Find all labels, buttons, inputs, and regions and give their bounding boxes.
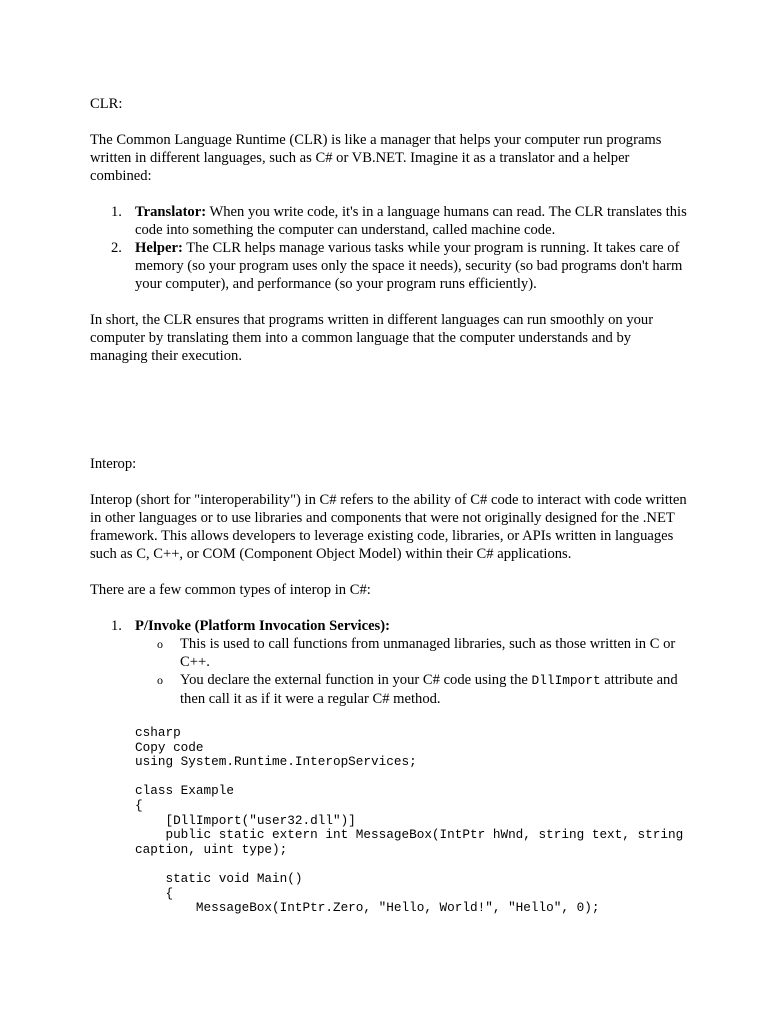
bullet-text-before: You declare the external function in your C# code using the: [180, 672, 532, 688]
circle-bullet-icon: o: [157, 673, 163, 687]
code-line: [135, 770, 690, 785]
code-line: caption, uint type);: [135, 841, 288, 857]
clr-list: [90, 203, 690, 293]
list-number: 2.: [111, 240, 122, 256]
list-term: Translator:: [135, 204, 207, 220]
list-term: P/Invoke (Platform Invocation Services):: [135, 618, 390, 634]
list-text: When you write code, it's in a language humans can read. The CLR translates this code into something the computer can understand, called machine code.: [135, 204, 687, 238]
list-text: The CLR helps manage various tasks while your program is running. It takes care of memory (so your program uses only the space it needs), security (so bad programs don't harm your computer), and performance (so your program runs efficiently).: [135, 240, 683, 292]
code-line: {: [135, 885, 174, 901]
code-line: [135, 857, 690, 872]
code-block: [90, 755, 690, 916]
code-line: [DllImport("user32.dll")]: [135, 812, 356, 828]
code-line: MessageBox(IntPtr.Zero, "Hello, World!", "Hello", 0);: [135, 900, 600, 916]
list-term: Helper:: [135, 240, 183, 256]
interop-types-list: [90, 617, 690, 708]
code-line: static void Main(): [135, 870, 303, 886]
bullet-text-after: attribute and then call it as if it were a regular C# method.: [180, 672, 678, 707]
code-language-label: csharp: [135, 725, 181, 740]
clr-intro: The Common Language Runtime (CLR) is like a manager that helps your computer run programs written in different languages, such as C# or VB.NET. Imagine it as a translator and a helper combined:: [90, 132, 662, 184]
copy-code-button[interactable]: Copy code: [135, 739, 204, 755]
list-number: 1.: [111, 618, 122, 634]
clr-heading: CLR:: [90, 96, 123, 112]
interop-heading: Interop:: [90, 456, 137, 472]
interop-type-pinvoke: [111, 617, 690, 708]
clr-list-item-translator: [111, 203, 690, 239]
code-line: using System.Runtime.InteropServices;: [135, 754, 417, 770]
interop-intro: Interop (short for "interoperability") in C# refers to the ability of C# code to interact with code written in other languages or to use libraries and components that were not originally designed for the .NET framework. This allows developers to leverage existing code, libraries, or APIs written in languages such as C, C++, or COM (Component Object Model) within their C# applications.: [90, 492, 687, 562]
circle-bullet-icon: o: [157, 637, 163, 651]
code-line: public static extern int MessageBox(IntPtr hWnd, string text, string: [135, 827, 684, 843]
pinvoke-bullet-2: [157, 671, 690, 708]
pinvoke-bullets: [135, 635, 690, 708]
inline-code-dllimport: DllImport: [531, 673, 601, 688]
list-number: 1.: [111, 204, 122, 220]
pinvoke-bullet-1: [157, 635, 690, 671]
code-line: {: [135, 797, 143, 813]
clr-list-item-helper: [111, 239, 690, 293]
bullet-text: This is used to call functions from unmanaged libraries, such as those written in C or C++.: [180, 636, 676, 670]
interop-types-intro: There are a few common types of interop in C#:: [90, 582, 371, 598]
clr-summary: In short, the CLR ensures that programs written in different languages can run smoothly on your computer by translating them into a common language that the computer understands and by managing their execution.: [90, 312, 654, 364]
code-line: class Example: [135, 783, 234, 799]
document-page: [90, 95, 690, 916]
